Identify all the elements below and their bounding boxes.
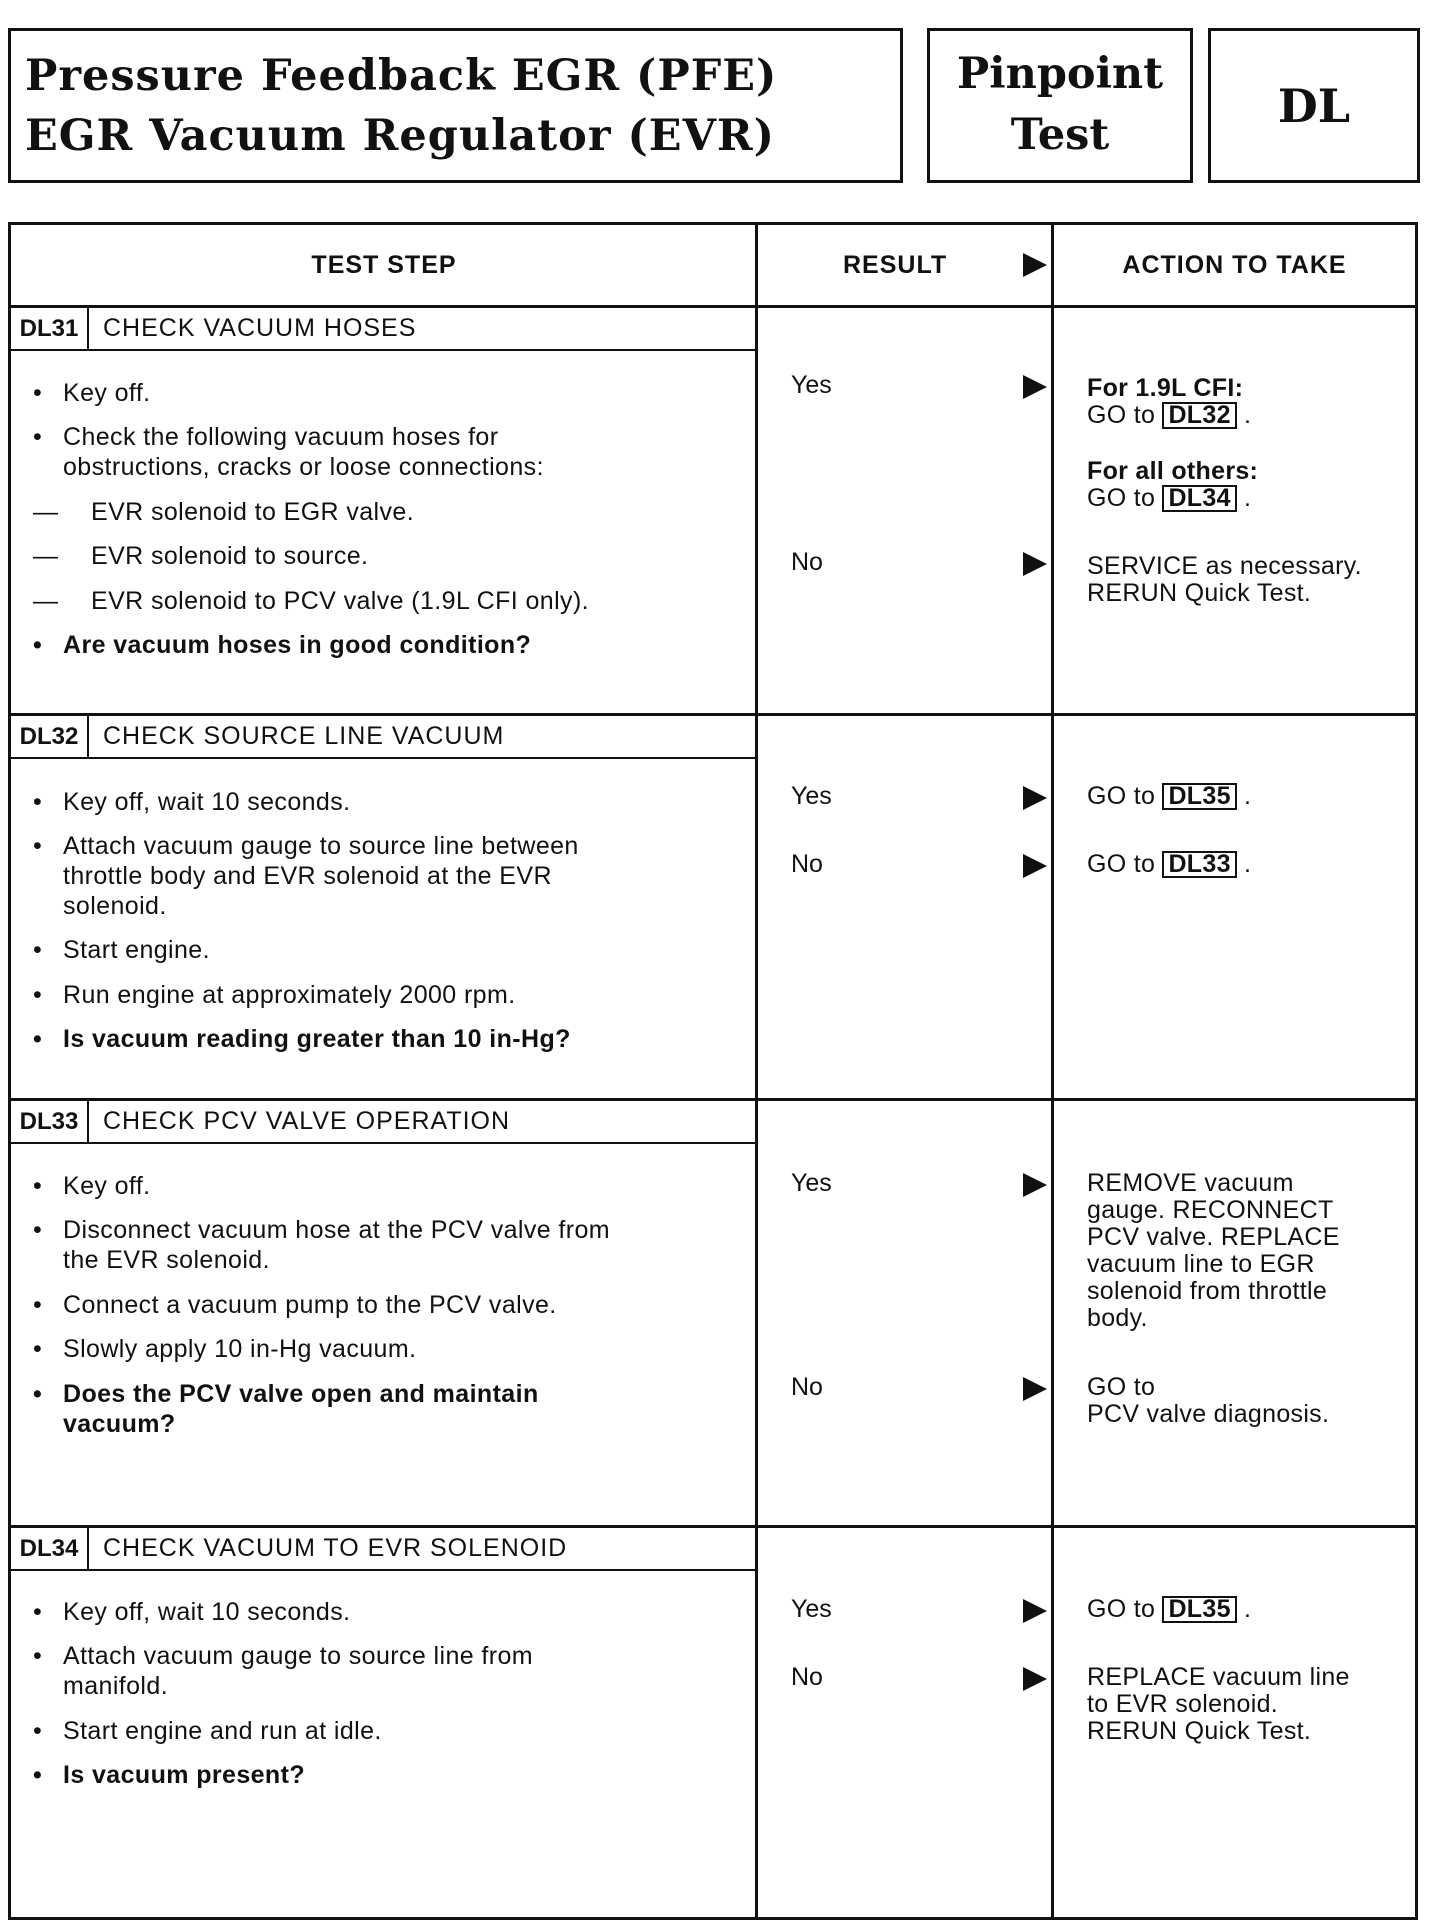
action-text: GO to: [1087, 1373, 1156, 1401]
step-header-dl34: [11, 1528, 757, 1571]
step-item: obstructions, cracks or loose connections:: [63, 453, 544, 481]
result-yes: Yes: [791, 1169, 832, 1197]
action-text: gauge. RECONNECT: [1087, 1196, 1334, 1224]
arrow-icon: [1023, 375, 1047, 399]
result-yes: Yes: [791, 371, 832, 399]
column-header-test-step: TEST STEP: [311, 251, 457, 279]
step-ref: DL35: [1162, 783, 1236, 810]
action-text: SERVICE as necessary.: [1087, 552, 1362, 580]
pinpoint-test-box: [927, 28, 1193, 183]
action-text: PCV valve. REPLACE: [1087, 1223, 1340, 1251]
step-question: • Is vacuum present?: [33, 1761, 306, 1789]
action-text: REMOVE vacuum: [1087, 1169, 1294, 1197]
arrow-icon: [1023, 854, 1047, 878]
action-label: For 1.9L CFI:: [1087, 374, 1244, 402]
result-no: No: [791, 1373, 823, 1401]
action-text: RERUN Quick Test.: [1087, 1717, 1312, 1745]
step-question: vacuum?: [63, 1410, 176, 1438]
step-title: CHECK SOURCE LINE VACUUM: [103, 722, 505, 750]
step-question: • Is vacuum reading greater than 10 in-Hg?: [33, 1025, 571, 1053]
step-item: • Connect a vacuum pump to the PCV valve.: [33, 1291, 557, 1319]
result-yes: Yes: [791, 782, 832, 810]
step-item: • Disconnect vacuum hose at the PCV valve from: [33, 1216, 611, 1244]
step-subitem: — EVR solenoid to PCV valve (1.9L CFI only).: [33, 587, 590, 615]
action-text: REPLACE vacuum line: [1087, 1663, 1350, 1691]
step-item: • Start engine.: [33, 936, 210, 964]
title-line-1: Pressure Feedback EGR (PFE): [25, 51, 778, 101]
step-header-dl32: [11, 716, 757, 759]
step-item: throttle body and EVR solenoid at the EVR: [63, 862, 552, 890]
step-item: • Key off.: [33, 1172, 151, 1200]
step-item: • Attach vacuum gauge to source line between: [33, 832, 579, 860]
arrow-icon: [1023, 1599, 1047, 1623]
step-item: solenoid.: [63, 892, 167, 920]
step-code: DL32: [11, 716, 89, 757]
step-item: • Key off, wait 10 seconds.: [33, 788, 351, 816]
action-goto: GO to DL34 .: [1087, 484, 1252, 512]
step-item: manifold.: [63, 1672, 169, 1700]
title-line-2: EGR Vacuum Regulator (EVR): [25, 111, 776, 161]
step-code: DL33: [11, 1101, 89, 1142]
result-no: No: [791, 850, 823, 878]
step-code: DL31: [11, 308, 89, 349]
step-question: • Does the PCV valve open and maintain: [33, 1380, 539, 1408]
title-box: [8, 28, 903, 183]
step-item: the EVR solenoid.: [63, 1246, 270, 1274]
action-text: vacuum line to EGR: [1087, 1250, 1315, 1278]
column-divider: [755, 225, 758, 1917]
arrow-icon: [1023, 1173, 1047, 1197]
action-text: to EVR solenoid.: [1087, 1690, 1279, 1718]
action-text: solenoid from throttle: [1087, 1277, 1328, 1305]
result-no: No: [791, 548, 823, 576]
action-goto: GO to DL32 .: [1087, 401, 1252, 429]
column-header-result: RESULT: [843, 251, 948, 279]
step-ref: DL34: [1162, 485, 1236, 512]
column-divider: [1051, 225, 1054, 1917]
test-label: Test: [1010, 110, 1110, 160]
result-yes: Yes: [791, 1595, 832, 1623]
step-item: • Start engine and run at idle.: [33, 1717, 382, 1745]
pinpoint-table: [8, 222, 1418, 1920]
action-text: RERUN Quick Test.: [1087, 579, 1312, 607]
action-goto: GO to DL33 .: [1087, 850, 1252, 878]
step-title: CHECK VACUUM HOSES: [103, 314, 417, 342]
action-goto: GO to DL35 .: [1087, 782, 1252, 810]
test-code-box: [1208, 28, 1420, 183]
step-item: • Run engine at approximately 2000 rpm.: [33, 981, 516, 1009]
arrow-icon: [1023, 1377, 1047, 1401]
action-text: body.: [1087, 1304, 1148, 1332]
step-ref: DL33: [1162, 851, 1236, 878]
step-subitem: — EVR solenoid to source.: [33, 542, 369, 570]
step-item: • Key off, wait 10 seconds.: [33, 1598, 351, 1626]
step-ref: DL32: [1162, 402, 1236, 429]
arrow-icon: [1023, 786, 1047, 810]
step-header-dl31: [11, 308, 757, 351]
step-title: CHECK PCV VALVE OPERATION: [103, 1107, 511, 1135]
result-no: No: [791, 1663, 823, 1691]
step-item: • Check the following vacuum hoses for: [33, 423, 499, 451]
pinpoint-label: Pinpoint: [956, 49, 1164, 99]
arrow-icon: [1023, 1667, 1047, 1691]
step-header-dl33: [11, 1101, 757, 1144]
action-goto: GO to DL35 .: [1087, 1595, 1252, 1623]
test-code: DL: [1277, 79, 1351, 133]
column-header-action: ACTION TO TAKE: [1122, 251, 1347, 279]
step-ref: DL35: [1162, 1596, 1236, 1623]
arrow-icon: [1023, 552, 1047, 576]
step-item: • Slowly apply 10 in-Hg vacuum.: [33, 1335, 417, 1363]
step-question: • Are vacuum hoses in good condition?: [33, 631, 532, 659]
step-title: CHECK VACUUM TO EVR SOLENOID: [103, 1534, 568, 1562]
action-text: PCV valve diagnosis.: [1087, 1400, 1330, 1428]
arrow-icon: [1023, 253, 1047, 277]
step-code: DL34: [11, 1528, 89, 1569]
step-item: • Key off.: [33, 379, 151, 407]
step-item: • Attach vacuum gauge to source line from: [33, 1642, 534, 1670]
step-subitem: — EVR solenoid to EGR valve.: [33, 498, 415, 526]
action-label: For all others:: [1087, 457, 1259, 485]
